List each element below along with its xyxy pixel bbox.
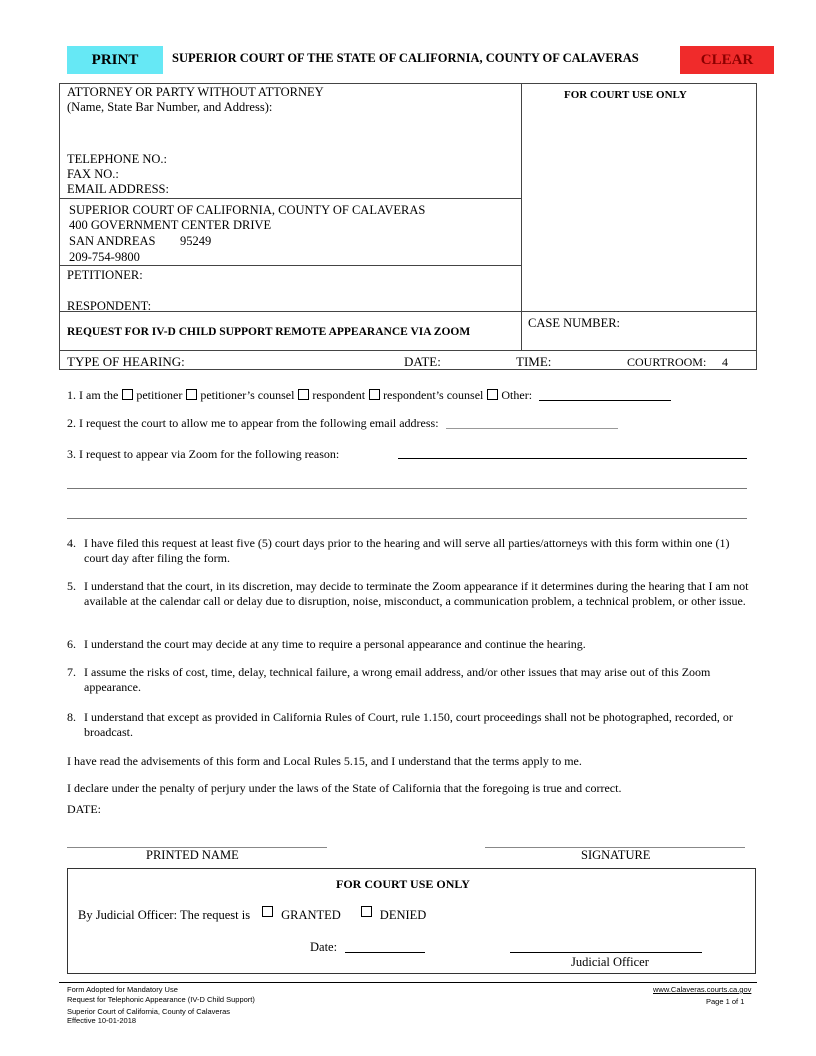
court-phone: 209-754-9800 (69, 250, 140, 264)
case-number-label[interactable]: CASE NUMBER: (528, 316, 621, 330)
court-name: SUPERIOR COURT OF CALIFORNIA, COUNTY OF CALAVERAS (69, 203, 426, 217)
court-date-label: Date: (310, 940, 338, 954)
other-checkbox[interactable] (487, 389, 498, 400)
item-6 (67, 637, 757, 652)
item-8-number: 8. (67, 710, 76, 724)
granted-label: GRANTED (281, 908, 341, 922)
other-option: Other: (501, 388, 533, 402)
hearing-time-label[interactable]: TIME: (516, 354, 552, 369)
respondents-counsel-checkbox[interactable] (369, 389, 380, 400)
telephone-label[interactable]: TELEPHONE NO.: (67, 152, 167, 166)
email-address-input[interactable] (446, 416, 618, 429)
printed-name-label: PRINTED NAME (146, 848, 239, 862)
court-city: SAN ANDREAS (69, 234, 156, 248)
judicial-decision (78, 906, 426, 923)
item-7-number: 7. (67, 665, 76, 679)
item-5-number: 5. (67, 579, 76, 593)
signature-label: SIGNATURE (581, 848, 651, 862)
item-8 (67, 710, 757, 740)
judicial-prefix: By Judicial Officer: The request is (78, 908, 251, 922)
petitioner-checkbox[interactable] (122, 389, 133, 400)
court-address-divider (59, 265, 521, 266)
item-6-text: I understand the court may decide at any time to require a personal appearance and continue the hearing. (84, 637, 586, 651)
respondents-counsel-option: respondent’s counsel (383, 388, 484, 402)
item-6-number: 6. (67, 637, 76, 651)
footer-line-3: Superior Court of California, County of Calaveras (67, 1007, 230, 1016)
court-use-only-label: FOR COURT USE ONLY (564, 89, 687, 101)
judicial-officer-label: Judicial Officer (571, 955, 649, 969)
item-7 (67, 665, 757, 695)
petitioners-counsel-checkbox[interactable] (186, 389, 197, 400)
respondent-checkbox[interactable] (298, 389, 309, 400)
email-label[interactable]: EMAIL ADDRESS: (67, 182, 169, 196)
respondent-label[interactable]: RESPONDENT: (67, 299, 152, 313)
denied-checkbox[interactable] (361, 906, 372, 917)
item-3-text: 3. I request to appear via Zoom for the following reason: (67, 447, 340, 461)
footer-line-1: Form Adopted for Mandatory Use (67, 985, 178, 994)
petitioner-label[interactable]: PETITIONER: (67, 268, 143, 282)
title-divider (59, 311, 757, 312)
petitioner-option: petitioner (136, 388, 183, 402)
attorney-label: ATTORNEY OR PARTY WITHOUT ATTORNEY (67, 85, 324, 99)
item-2 (67, 416, 618, 431)
reason-input-line-3[interactable] (67, 518, 747, 519)
courtroom-value: 4 (722, 355, 728, 369)
hearing-date-label[interactable]: DATE: (404, 354, 441, 369)
item-1-prefix: 1. I am the (67, 388, 119, 402)
item-4-text: I have filed this request at least five (5) court days prior to the hearing and will serve all parties/attorneys with this form within one (1) court day after filing the form. (84, 536, 730, 565)
fax-label[interactable]: FAX NO.: (67, 167, 119, 181)
type-of-hearing-label[interactable]: TYPE OF HEARING: (67, 354, 185, 369)
footer-line-2: Request for Telephonic Appearance (IV-D Child Support) (67, 995, 255, 1004)
caption-divider (521, 83, 522, 350)
declare-statement: I declare under the penalty of perjury under the laws of the State of California that the foregoing is true and correct. (67, 781, 622, 795)
footer-page-number: Page 1 of 1 (706, 997, 745, 1006)
court-title: SUPERIOR COURT OF THE STATE OF CALIFORNIA, COUNTY OF CALAVERAS (172, 51, 639, 65)
form-title: REQUEST FOR IV-D CHILD SUPPORT REMOTE APPEARANCE VIA ZOOM (67, 326, 471, 338)
court-use-box-title: FOR COURT USE ONLY (336, 877, 470, 891)
granted-checkbox[interactable] (262, 906, 273, 917)
attorney-sublabel: (Name, State Bar Number, and Address): (67, 100, 273, 114)
footer-divider (59, 982, 757, 983)
footer-line-4: Effective 10-01-2018 (67, 1016, 137, 1025)
respondent-option: respondent (312, 388, 366, 402)
item-8-text: I understand that except as provided in California Rules of Court, rule 1.150, court proceedings shall not be photographed, recorded, or broadcast. (84, 710, 733, 739)
hearing-divider (59, 350, 757, 351)
item-7-text: I assume the risks of cost, time, delay, technical failure, a wrong email address, and/or other issues that may arise out of this Zoom appearance. (84, 665, 711, 694)
read-statement: I have read the advisements of this form and Local Rules 5.15, and I understand that the terms apply to me. (67, 754, 582, 768)
footer-website[interactable]: www.Calaveras.courts.ca.gov (653, 985, 752, 994)
court-date-input[interactable] (345, 952, 425, 953)
item-5 (67, 579, 757, 609)
item-2-text: 2. I request the court to allow me to appear from the following email address: (67, 416, 439, 430)
signature-date-label[interactable]: DATE: (67, 802, 101, 816)
item-4 (67, 536, 757, 566)
reason-input-line-1[interactable] (398, 458, 747, 459)
print-button[interactable]: PRINT (67, 46, 163, 74)
denied-label: DENIED (379, 908, 427, 922)
reason-input-line-2[interactable] (67, 488, 747, 489)
other-input[interactable] (539, 388, 671, 401)
item-3 (67, 447, 339, 462)
item-1 (67, 388, 671, 403)
court-street: 400 GOVERNMENT CENTER DRIVE (69, 218, 272, 232)
judicial-officer-line[interactable] (510, 952, 702, 953)
petitioners-counsel-option: petitioner’s counsel (200, 388, 295, 402)
attorney-divider (59, 198, 521, 199)
court-zip: 95249 (180, 234, 212, 248)
courtroom-label: COURTROOM: (627, 355, 707, 369)
item-4-number: 4. (67, 536, 76, 550)
clear-button[interactable]: CLEAR (680, 46, 774, 74)
item-5-text: I understand that the court, in its discretion, may decide to terminate the Zoom appearance if it determines during the hearing that I am not available at the calendar call or delay due to disruption, noise, misconduct, a communication problem, a technical problem, or other issue. (84, 579, 749, 608)
